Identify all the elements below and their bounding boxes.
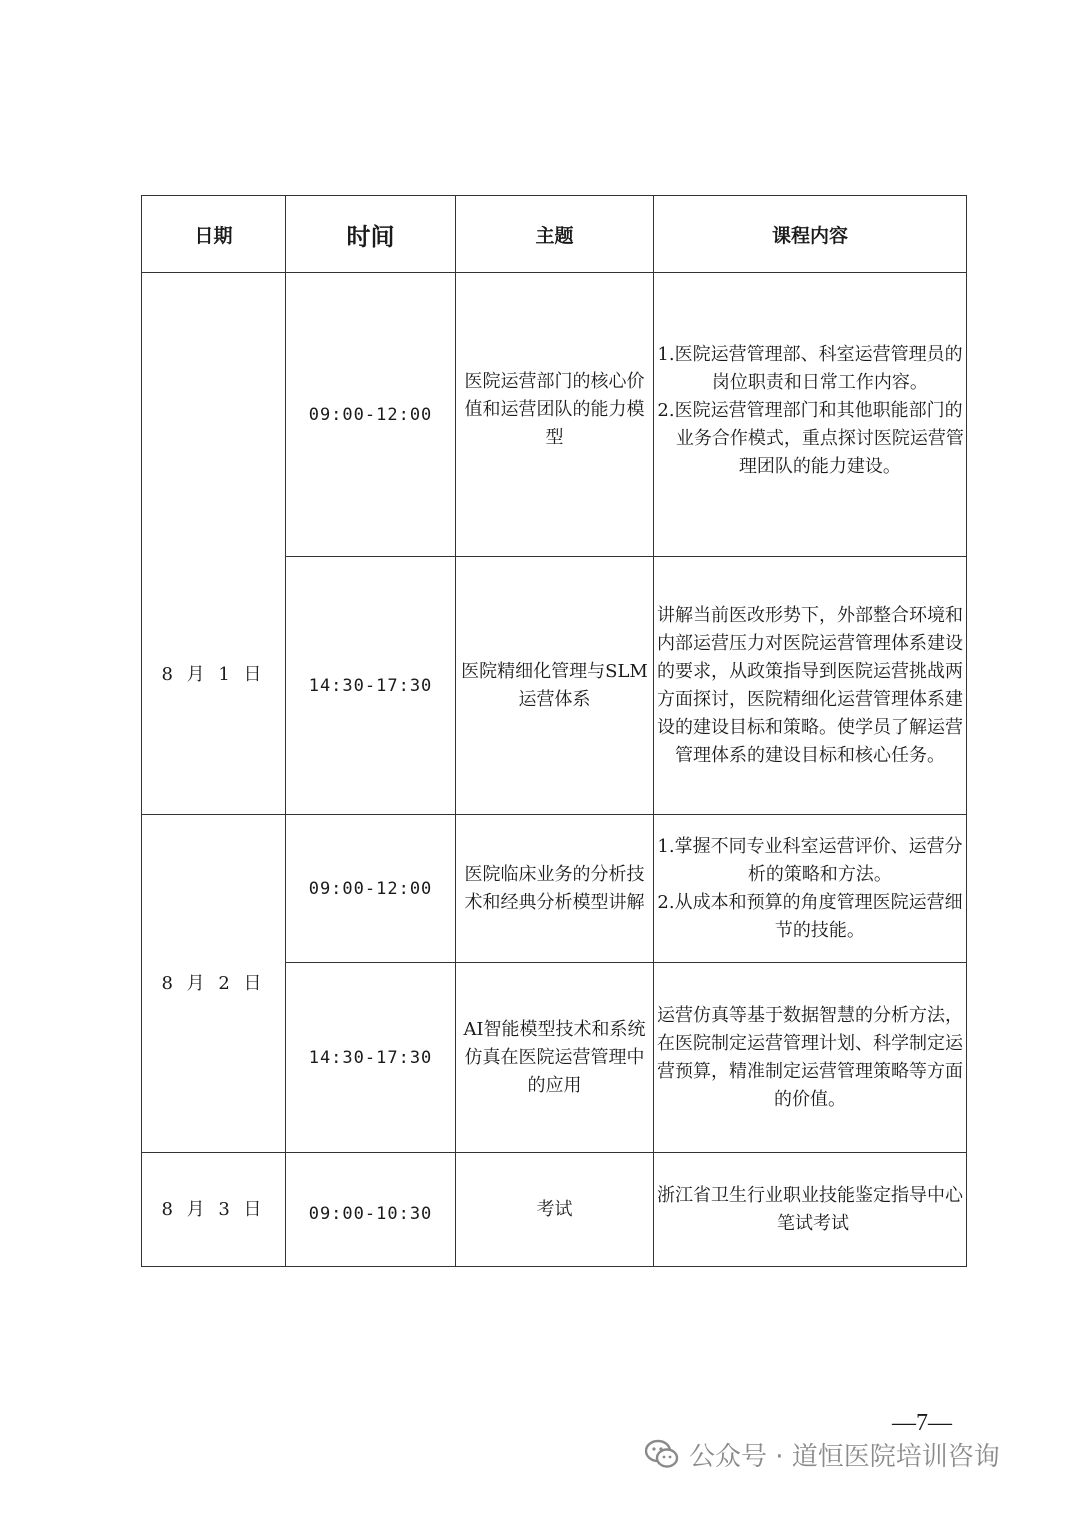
header-date: 日期 [142, 196, 286, 273]
content-item: 2.医院运营管理部门和其他职能部门的业务合作模式，重点探讨医院运营管理团队的能力建设。 [657, 399, 964, 477]
topic-cell: AI智能模型技术和系统仿真在医院运营管理中的应用 [456, 963, 654, 1153]
time-cell: 14:30-17:30 [286, 557, 456, 815]
schedule-table [141, 195, 967, 1267]
topic-cell: 医院临床业务的分析技术和经典分析模型讲解 [456, 815, 654, 963]
wechat-icon [645, 1439, 679, 1469]
header-time: 时间 [286, 196, 456, 273]
content-cell [654, 815, 967, 963]
table-row [142, 273, 967, 557]
time-cell: 09:00-12:00 [286, 815, 456, 963]
topic-cell: 医院精细化管理与SLM运营体系 [456, 557, 654, 815]
content-cell [654, 557, 967, 815]
watermark [645, 1434, 1000, 1474]
content-cell [654, 963, 967, 1153]
topic-cell: 考试 [456, 1153, 654, 1267]
page-number: —7— [892, 1410, 952, 1436]
time-cell: 09:00-12:00 [286, 273, 456, 557]
date-cell: 8 月 3 日 [142, 1153, 286, 1267]
content-item: 2.从成本和预算的角度管理医院运营细节的技能。 [657, 891, 963, 941]
table-row [142, 815, 967, 963]
topic-cell: 医院运营部门的核心价值和运营团队的能力模型 [456, 273, 654, 557]
header-content: 课程内容 [654, 196, 967, 273]
content-item: 1.医院运营管理部、科室运营管理员的岗位职责和日常工作内容。 [657, 343, 963, 393]
content-cell [654, 273, 967, 557]
watermark-text: 公众号 · 道恒医院培训咨询 [689, 1441, 1000, 1472]
date-cell: 8 月 1 日 [142, 273, 286, 815]
content-item: 运营仿真等基于数据智慧的分析方法，在医院制定运营管理计划、科学制定运营预算，精准制定运营管理策略等方面的价值。 [657, 1004, 963, 1110]
content-item: 1.掌握不同专业科室运营评价、运营分析的策略和方法。 [657, 835, 963, 885]
time-cell: 09:00-10:30 [286, 1153, 456, 1267]
content-cell [654, 1153, 967, 1267]
header-row [142, 196, 967, 273]
date-cell: 8 月 2 日 [142, 815, 286, 1153]
content-item: 讲解当前医改形势下，外部整合环境和内部运营压力对医院运营管理体系建设的要求，从政策指导到医院运营挑战两方面探讨，医院精细化运营管理体系建设的建设目标和策略。使学员了解运营管理体系的建设目标和核心任务。 [657, 604, 963, 766]
time-cell: 14:30-17:30 [286, 963, 456, 1153]
header-topic: 主题 [456, 196, 654, 273]
content-item: 浙江省卫生行业职业技能鉴定指导中心笔试考试 [657, 1184, 963, 1234]
table-row [142, 1153, 967, 1267]
